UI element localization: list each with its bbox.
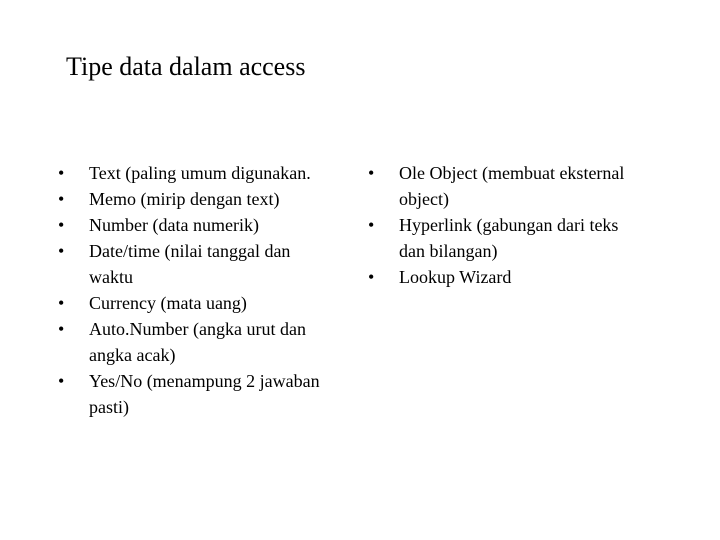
bullet-item-autonumber — [58, 316, 358, 368]
bullet-item-lookup-wizard — [368, 264, 668, 290]
bullet-item-date-time — [58, 238, 358, 290]
bullet-item-line: • Hyperlink (gabungan dari teks — [399, 215, 619, 235]
bullet-item-line: • Date/time (nilai tanggal dan — [89, 241, 291, 261]
bullet-item-line: • Number (data numerik) — [89, 215, 259, 235]
bullet-item-line: • Memo (mirip dengan text) — [89, 189, 280, 209]
bullet-item-hyperlink — [368, 212, 668, 264]
bullet-item-line: • Lookup Wizard — [399, 267, 512, 287]
bullet-item-number — [58, 212, 358, 238]
bullet-item-line: • Currency (mata uang) — [89, 293, 247, 313]
bullet-item-line: angka acak) — [89, 345, 176, 365]
bullet-item-line: pasti) — [89, 397, 129, 417]
right-bullet-list — [368, 160, 668, 290]
left-bullet-list — [58, 160, 358, 420]
bullet-item-currency — [58, 290, 358, 316]
bullet-item-line: object) — [399, 189, 449, 209]
bullet-item-memo — [58, 186, 358, 212]
bullet-item-text — [58, 160, 358, 186]
bullet-item-line: • Auto.Number (angka urut dan — [89, 319, 306, 339]
bullet-item-line: waktu — [89, 267, 133, 287]
bullet-item-line: • Text (paling umum digunakan. — [89, 163, 311, 183]
bullet-item-ole-object — [368, 160, 668, 212]
bullet-item-line: • Yes/No (menampung 2 jawaban — [89, 371, 320, 391]
bullet-item-line: dan bilangan) — [399, 241, 498, 261]
bullet-item-line: • Ole Object (membuat eksternal — [399, 163, 625, 183]
slide-title: Tipe data dalam access — [66, 52, 306, 81]
bullet-item-yes-no — [58, 368, 358, 420]
